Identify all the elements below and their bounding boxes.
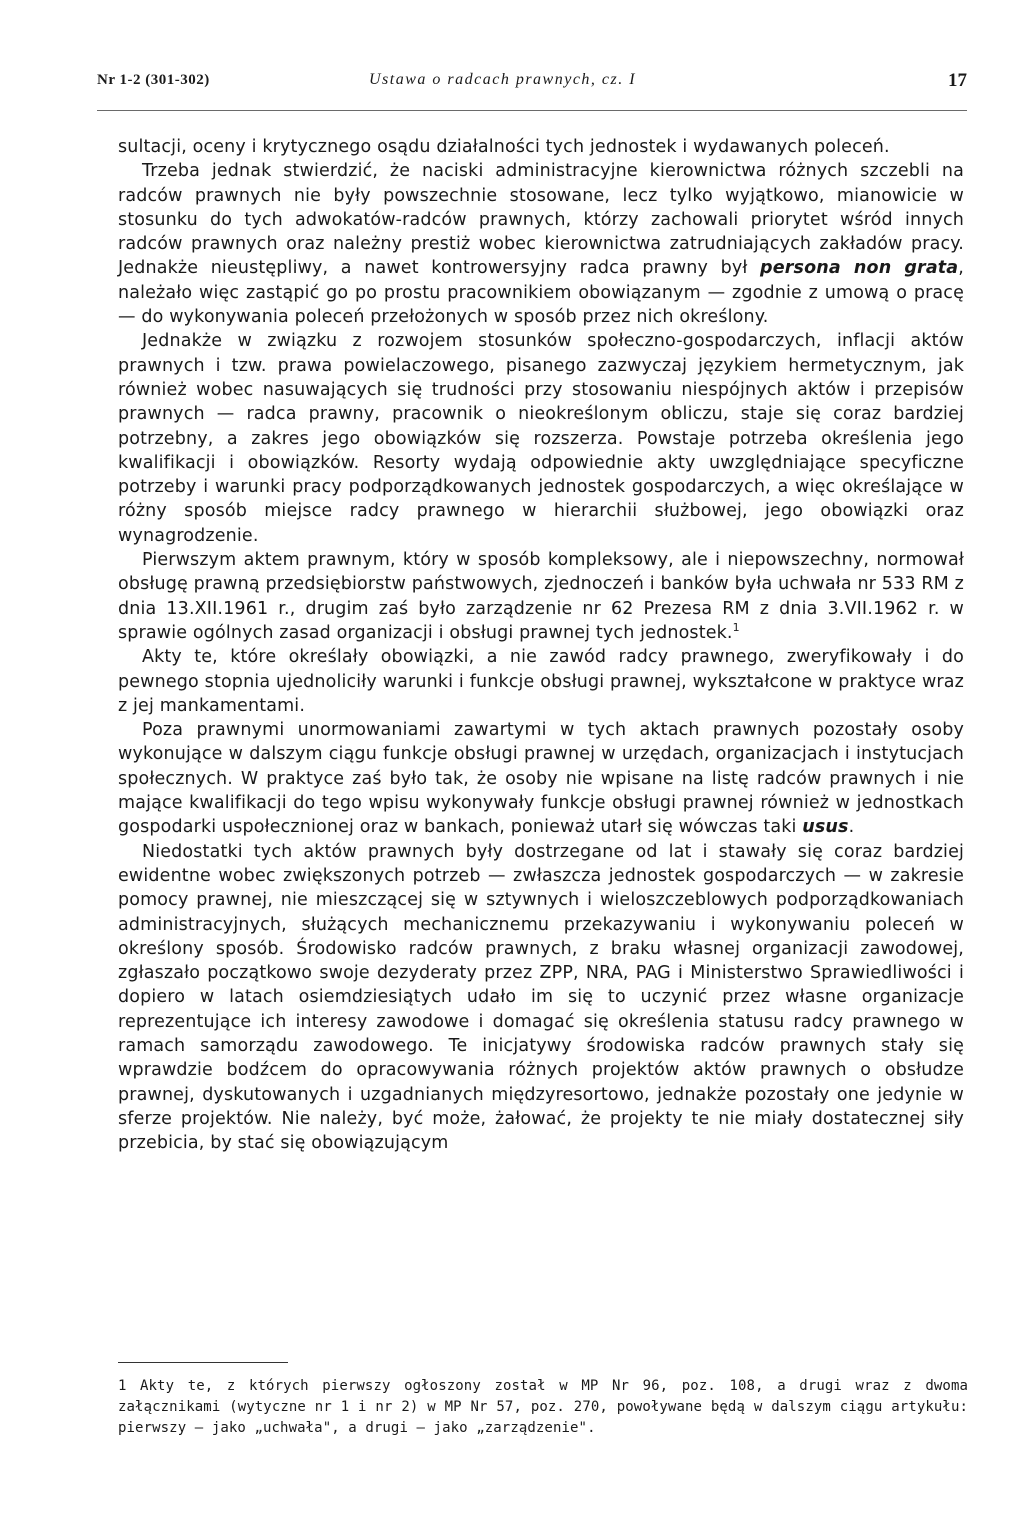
body-text [118, 135, 964, 1155]
paragraph [118, 548, 964, 645]
footnote [118, 1376, 968, 1439]
issue-number: Nr 1-2 (301-302) [97, 72, 210, 88]
italic-phrase: usus [802, 817, 849, 838]
page-number: 17 [948, 70, 967, 91]
header-rule [97, 110, 967, 111]
paragraph [118, 718, 964, 839]
paragraph-text: Pierwszym aktem prawnym, który w sposób kompleksowy, ale i niepowszechny, normował obsługę prawną przedsiębiorstw państwowych, zjednoczeń i banków była uchwała nr 533 RM z dnia 13.XII.1961 r., drugim zaś było zarządzenie nr 62 Prezesa RM z dnia 3.VII.1962 r. w sprawie ogólnych zasad organizacji i obsługi prawnej tych jednostek. [118, 550, 964, 643]
paragraph-text: sultacji, oceny i krytycznego osądu działalności tych jednostek i wydawanych poleceń. [118, 137, 890, 157]
footnote-reference: 1 [732, 621, 740, 635]
paragraph [118, 645, 964, 718]
paragraph [118, 329, 964, 548]
paragraph [118, 840, 964, 1156]
footnote-number: 1 [118, 1378, 127, 1394]
paragraph-text: Jednakże w związku z rozwojem stosunków społeczno-gospodarczych, inflacji aktów prawnych i tzw. prawa powielaczowego, pisanego zazwyczaj językiem hermetycznym, jak również wobec nasuwających się trudności przy stosowaniu niespójnych aktów i przepisów prawnych — radca prawny, pracownik o nieokreślonym obliczu, staje się coraz bardziej potrzebny, a zakres jego obowiązków się rozszerza. Powstaje potrzeba określenia jego kwalifikacji i obowiązków. Resorty wydają odpowiednie akty uwzględniające specyficzne potrzeby i warunki pracy podporządkowanych jednostek gospodarczych, a więc określające w różny sposób miejsce radcy prawnego w hierarchii służbowej, jego obowiązki oraz wynagrodzenie. [118, 331, 964, 546]
paragraph-text: , należało więc zastąpić go po prostu pracownikiem obowiązanym — zgodnie z umową o pracę — do wykonywania poleceń przełożonych w sposób przez nich określony. [118, 258, 964, 328]
paragraph-text: Poza prawnymi unormowaniami zawartymi w tych aktach prawnych pozostały osoby wykonujące w dalszym ciągu funkcje obsługi prawnej w urzędach, organizacjach i instytucjach społecznych. W praktyce zaś było tak, że osoby nie wpisane na listę radców prawnych i nie mające kwalifikacji do tego wpisu wykonywały funkcje obsługi prawnej również w jednostkach gospodarki uspołecznionej oraz w bankach, ponieważ utarł się wówczas taki [118, 720, 964, 838]
running-title: Ustawa o radcach prawnych, cz. I [369, 71, 637, 88]
paragraph-text: Niedostatki tych aktów prawnych były dostrzegane od lat i stawały się coraz bardziej ewidentne wobec zwiększonych potrzeb — zwłaszcza jednostek gospodarczych — w zakresie pomocy prawnej, nie mieszczącej się w sztywnych i wieloszczeblowych podporządkowaniach administracyjnych, służących mechanicznemu przekazywaniu i wykonywaniu poleceń w określony sposób. Środowisko radców prawnych, z braku własnej organizacji zawodowej, zgłaszało początkowo swoje dezyderaty przez ZPP, NRA, PAG i Ministerstwo Sprawiedliwości i dopiero w latach osiemdziesiątych udało im się to uczynić przez własne organizacje reprezentujące ich interesy zawodowe i domagać się określenia statusu radcy prawnego w ramach samorządu zawodowego. Te inicjatywy środowiska radców prawnych stały się wprawdzie bodźcem do opracowywania różnych projektów aktów prawnych o obsłudze prawnej, dyskutowanych i uzgadnianych międzyresortowo, jednakże pozostały one jedynie w sferze projektów. Nie należy, być może, żałować, że projekty te nie miały dostatecznej siły przebicia, by stać się obowiązującym [118, 841, 964, 1154]
paragraph-text: Trzeba jednak stwierdzić, że naciski administracyjne kierownictwa różnych szczebli na radców prawnych nie były powszechnie stosowane, lecz tylko wyjątkowo, mianowicie w stosunku do tych adwokatów-radców prawnych, którzy zachowali priorytet wśród innych radców prawnych oraz należny prestiż wobec kierownictwa zatrudniających zakładów pracy. Jednakże nieustępliwy, a nawet kontrowersyjny radca prawny był [118, 161, 964, 279]
italic-phrase: persona non grata [760, 258, 959, 279]
paragraph-text: Akty te, które określały obowiązki, a nie zawód radcy prawnego, zweryfikowały i do pewnego stopnia ujednoliciły warunki i funkcje obsługi prawnej, wykształcone w praktyce wraz z jej mankamentami. [118, 647, 964, 716]
footnote-text: Akty te, z których pierwszy ogłoszony został w MP Nr 96, poz. 108, a drugi wraz z dwoma załącznikami (wytyczne nr 1 i nr 2) w MP Nr 57, poz. 270, powoływane będą w dalszym ciągu artykułu: pierwszy — jako „uchwała", a drugi — jako „zarządzenie". [118, 1378, 968, 1436]
paragraph [118, 135, 964, 159]
page-header [97, 70, 967, 98]
paragraph-text: . [848, 817, 855, 838]
footnote-separator [118, 1362, 288, 1363]
paragraph [118, 159, 964, 329]
